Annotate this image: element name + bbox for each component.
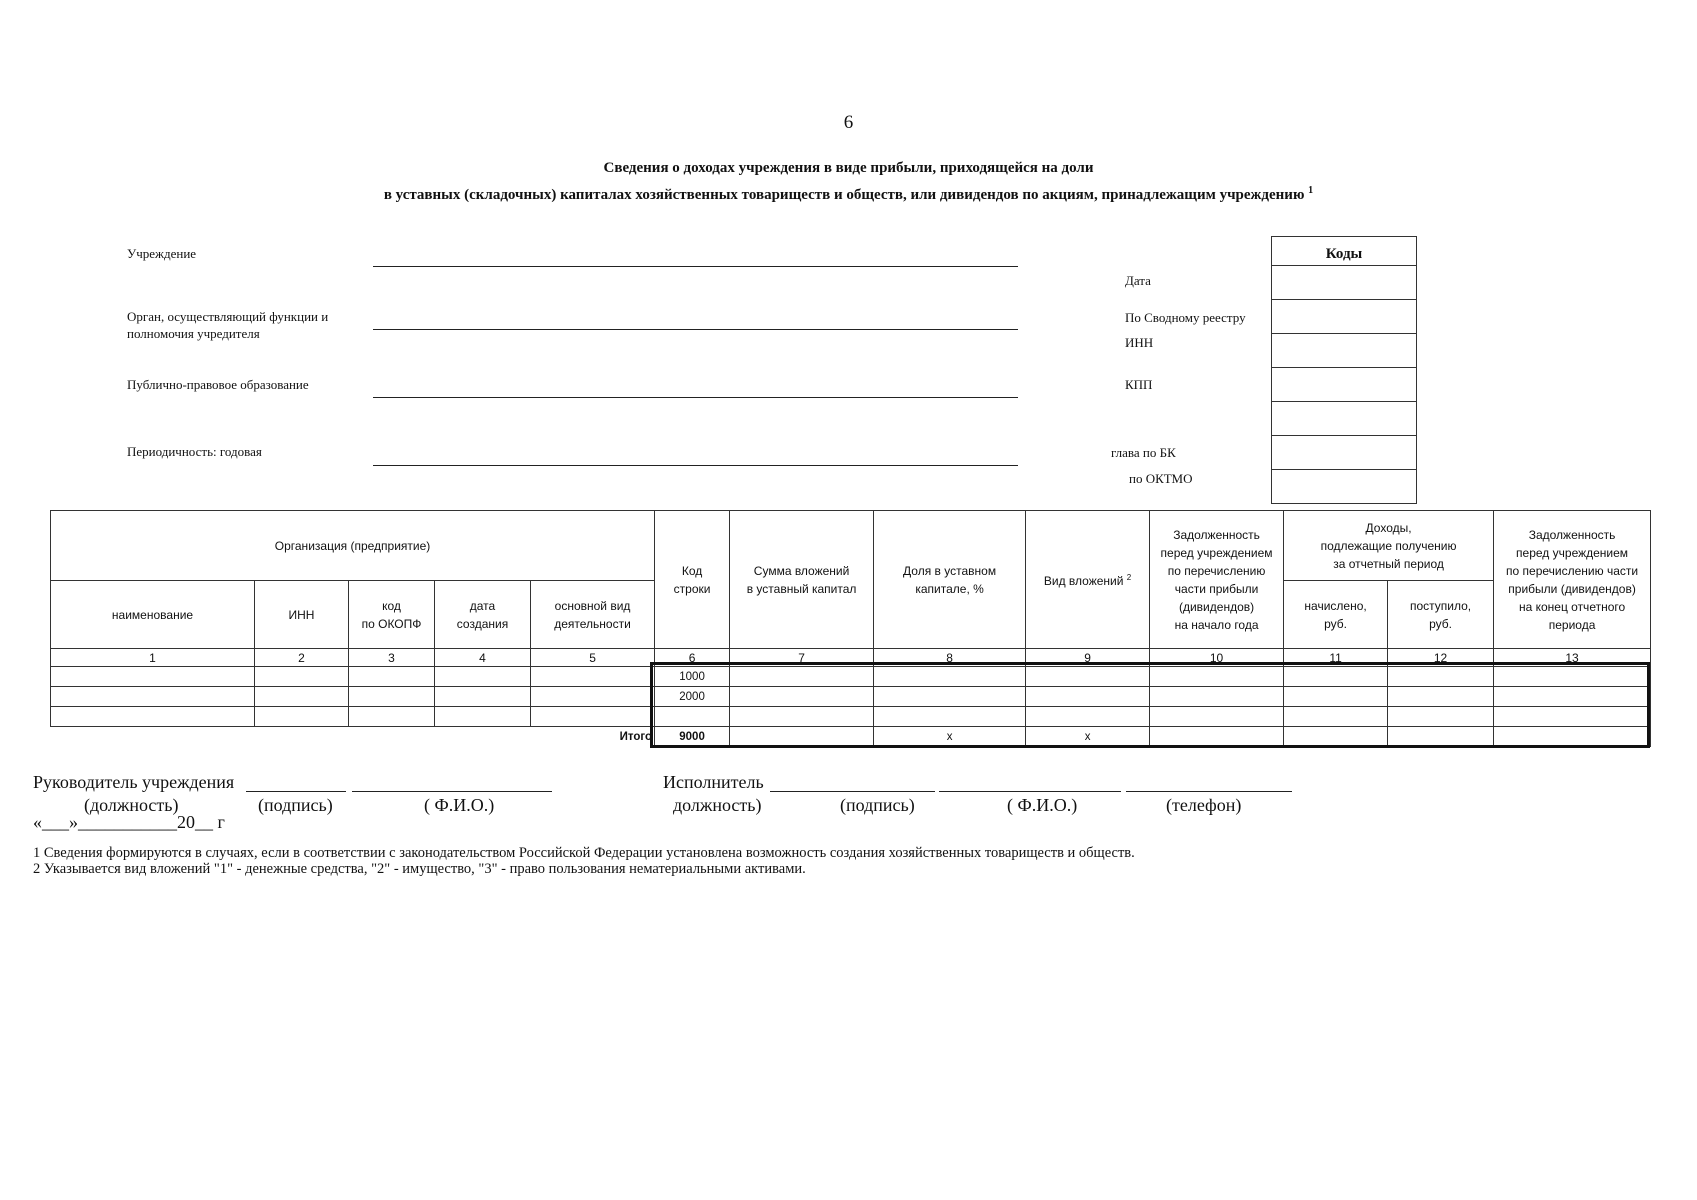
col-share-header xyxy=(874,511,1026,649)
total-sum[interactable] xyxy=(730,727,874,747)
head-position-line[interactable] xyxy=(246,791,346,792)
page-number: 6 xyxy=(843,112,854,133)
form-title-line2-text: в уставных (складочных) капиталах хозяйственных товариществ и обществ, или дивидендов по акциям, принадлежащим учреждению xyxy=(383,187,1305,203)
col-received-header xyxy=(1388,581,1494,649)
kpp-label: КПП xyxy=(1125,377,1153,392)
cell-row-code: 2000 xyxy=(655,687,730,707)
head-label: Руководитель учреждения xyxy=(33,772,235,792)
total-code: 9000 xyxy=(655,727,730,747)
debt-start-line: (дивидендов) xyxy=(1178,599,1255,614)
cell-activity[interactable] xyxy=(531,667,655,687)
col-share-header-2: капитале, % xyxy=(915,581,984,596)
debt-start-line: по перечислению xyxy=(1167,563,1266,578)
bk-chapter-label: глава по БК xyxy=(1111,445,1176,460)
debt-end-line: периода xyxy=(1548,617,1596,632)
code-cell-inn[interactable] xyxy=(1272,334,1416,368)
cell-row-code: 1000 xyxy=(655,667,730,687)
column-number: 3 xyxy=(349,649,435,667)
cell-debt-end[interactable] xyxy=(1494,687,1651,707)
exec-signature-caption: (подпись) xyxy=(840,795,915,815)
col-date-header xyxy=(435,581,531,649)
head-fio-caption: ( Ф.И.О.) xyxy=(424,795,495,815)
code-cell-date[interactable] xyxy=(1272,266,1416,300)
debt-end-line: перед учреждением xyxy=(1516,545,1629,560)
col-okopf-header-2: по ОКОПФ xyxy=(361,616,422,631)
cell-debt-start[interactable] xyxy=(1150,687,1284,707)
cell-debt-end[interactable] xyxy=(1494,707,1651,727)
income-group-line: Доходы, xyxy=(1365,520,1412,535)
col-accrued-header xyxy=(1284,581,1388,649)
col-accrued-header-1: начислено, xyxy=(1304,598,1367,613)
col-code-header xyxy=(655,511,730,649)
cell-okopf[interactable] xyxy=(349,667,435,687)
code-cell-blank[interactable] xyxy=(1272,402,1416,436)
founder-organ-line xyxy=(373,329,1018,330)
col-debt-start-header xyxy=(1150,511,1284,649)
codes-box xyxy=(1271,236,1417,504)
founder-organ-label-line2: полномочия учредителя xyxy=(127,326,260,341)
debt-end-line: по перечислению части xyxy=(1506,563,1639,578)
column-number: 5 xyxy=(531,649,655,667)
head-position-caption: (должность) xyxy=(84,795,179,815)
col-date-header-1: дата xyxy=(469,598,496,613)
col-name-header: наименование xyxy=(51,581,255,649)
debt-end-line: Задолженность xyxy=(1528,527,1616,542)
column-number: 11 xyxy=(1284,649,1388,667)
debt-end-line: на конец отчетного xyxy=(1518,599,1626,614)
exec-position-line[interactable] xyxy=(770,791,935,792)
total-received[interactable] xyxy=(1388,727,1494,747)
total-accrued[interactable] xyxy=(1284,727,1388,747)
cell-inn[interactable] xyxy=(255,667,349,687)
cell-inn[interactable] xyxy=(255,687,349,707)
col-share-header-1: Доля в уставном xyxy=(903,563,997,578)
cell-row-code xyxy=(655,707,730,727)
cell-okopf[interactable] xyxy=(349,707,435,727)
col-type-header-text: Вид вложений xyxy=(1043,574,1124,588)
oktmo-label: по ОКТМО xyxy=(1129,471,1193,486)
col-received-header-1: поступило, xyxy=(1409,598,1472,613)
cell-activity[interactable] xyxy=(531,707,655,727)
head-signature-line[interactable] xyxy=(352,791,552,792)
inn-label: ИНН xyxy=(1125,335,1154,350)
total-debt-end[interactable] xyxy=(1494,727,1651,747)
col-type-header xyxy=(1026,511,1150,649)
cell-okopf[interactable] xyxy=(349,687,435,707)
total-type: x xyxy=(1026,727,1150,747)
exec-fio-caption: ( Ф.И.О.) xyxy=(1007,795,1078,815)
exec-phone-caption: (телефон) xyxy=(1166,795,1242,815)
footnote-2: 2 Указывается вид вложений "1" - денежные средства, "2" - имущество, "3" - право пользования нематериальными активами. xyxy=(33,861,806,877)
col-activity-header xyxy=(531,581,655,649)
registry-label: По Сводному реестру xyxy=(1125,310,1246,325)
column-number: 8 xyxy=(874,649,1026,667)
cell-type[interactable] xyxy=(1026,707,1150,727)
total-share: x xyxy=(874,727,1026,747)
col-inn-header: ИНН xyxy=(255,581,349,649)
cell-name[interactable] xyxy=(51,667,255,687)
column-number: 13 xyxy=(1494,649,1651,667)
cell-sum[interactable] xyxy=(730,707,874,727)
footnote-1: 1 Сведения формируются в случаях, если в соответствии с законодательством Российской Федерации установлена возможность создания хозяйственных товариществ и обществ. xyxy=(33,845,1135,861)
cell-accrued[interactable] xyxy=(1284,667,1388,687)
cell-share[interactable] xyxy=(874,707,1026,727)
debt-end-line: прибыли (дивидендов) xyxy=(1508,581,1636,596)
column-number: 9 xyxy=(1026,649,1150,667)
income-group-line: подлежащие получению xyxy=(1320,538,1457,553)
institution-line xyxy=(373,266,1018,267)
col-accrued-header-2: руб. xyxy=(1324,616,1347,631)
table-row xyxy=(51,707,1651,727)
cell-received[interactable] xyxy=(1388,667,1494,687)
cell-sum[interactable] xyxy=(730,687,874,707)
table-row xyxy=(51,687,1651,707)
column-number-row xyxy=(51,649,1651,667)
debt-start-line: части прибыли xyxy=(1174,581,1259,596)
code-cell-registry[interactable] xyxy=(1272,300,1416,334)
codes-header: Коды xyxy=(1272,237,1416,266)
debt-start-line: перед учреждением xyxy=(1160,545,1273,560)
cell-activity[interactable] xyxy=(531,687,655,707)
col-activity-header-2: деятельности xyxy=(554,616,631,631)
cell-date[interactable] xyxy=(435,707,531,727)
col-okopf-header xyxy=(349,581,435,649)
column-number: 2 xyxy=(255,649,349,667)
column-number: 12 xyxy=(1388,649,1494,667)
cell-accrued[interactable] xyxy=(1284,687,1388,707)
cell-received[interactable] xyxy=(1388,687,1494,707)
cell-debt-start[interactable] xyxy=(1150,667,1284,687)
public-entity-line xyxy=(373,397,1018,398)
table-row xyxy=(51,667,1651,687)
founder-organ-label xyxy=(127,308,328,342)
founder-organ-label-line1: Орган, осуществляющий функции и xyxy=(127,309,329,324)
date-line: «___»___________20__ г xyxy=(33,812,225,832)
institution-label: Учреждение xyxy=(127,246,197,261)
cell-received[interactable] xyxy=(1388,707,1494,727)
form-title-line1: Сведения о доходах учреждения в виде прибыли, приходящейся на доли xyxy=(603,160,1094,176)
cell-accrued[interactable] xyxy=(1284,707,1388,727)
code-cell-kpp[interactable] xyxy=(1272,368,1416,402)
periodicity-label: Периодичность: годовая xyxy=(127,444,262,459)
cell-inn[interactable] xyxy=(255,707,349,727)
total-row xyxy=(51,727,1651,747)
org-group-header: Организация (предприятие) xyxy=(51,511,655,581)
cell-name[interactable] xyxy=(51,687,255,707)
col-sum-header xyxy=(730,511,874,649)
cell-share[interactable] xyxy=(874,667,1026,687)
public-entity-label: Публично-правовое образование xyxy=(127,377,309,392)
col-debt-end-header xyxy=(1494,511,1651,649)
col-type-footnote-mark: 2 xyxy=(1126,573,1132,582)
cell-type[interactable] xyxy=(1026,687,1150,707)
periodicity-line xyxy=(373,465,1018,466)
exec-phone-line[interactable] xyxy=(1126,791,1292,792)
exec-signature-line[interactable] xyxy=(939,791,1121,792)
column-number: 6 xyxy=(655,649,730,667)
cell-date[interactable] xyxy=(435,687,531,707)
form-title-line2 xyxy=(0,185,1697,204)
code-cell-oktmo[interactable] xyxy=(1272,470,1416,503)
exec-position-caption: должность) xyxy=(673,795,762,815)
col-code-header-2: строки xyxy=(673,581,711,596)
column-number: 7 xyxy=(730,649,874,667)
cell-share[interactable] xyxy=(874,687,1026,707)
col-okopf-header-1: код xyxy=(382,598,401,613)
col-received-header-2: руб. xyxy=(1429,616,1452,631)
debt-start-line: на начало года xyxy=(1174,617,1259,632)
cell-debt-end[interactable] xyxy=(1494,667,1651,687)
title-footnote-mark: 1 xyxy=(1308,185,1314,196)
col-date-header-2: создания xyxy=(456,616,509,631)
cell-debt-start[interactable] xyxy=(1150,707,1284,727)
cell-name[interactable] xyxy=(51,707,255,727)
total-debt-start[interactable] xyxy=(1150,727,1284,747)
code-cell-bk-chapter[interactable] xyxy=(1272,436,1416,470)
executor-label: Исполнитель xyxy=(663,772,764,792)
column-number: 1 xyxy=(51,649,255,667)
col-activity-header-1: основной вид xyxy=(554,598,631,613)
column-number: 4 xyxy=(435,649,531,667)
income-group-line: за отчетный период xyxy=(1333,556,1444,571)
income-group-header xyxy=(1284,511,1494,581)
col-sum-header-1: Сумма вложений xyxy=(753,563,850,578)
col-code-header-1: Код xyxy=(681,563,703,578)
col-sum-header-2: в уставный капитал xyxy=(746,581,857,596)
debt-start-line: Задолженность xyxy=(1173,527,1260,542)
date-label: Дата xyxy=(1125,273,1151,288)
cell-date[interactable] xyxy=(435,667,531,687)
cell-sum[interactable] xyxy=(730,667,874,687)
cell-type[interactable] xyxy=(1026,667,1150,687)
column-number: 10 xyxy=(1150,649,1284,667)
income-table xyxy=(50,510,1651,747)
head-signature-caption: (подпись) xyxy=(258,795,333,815)
total-label: Итого xyxy=(51,727,655,747)
